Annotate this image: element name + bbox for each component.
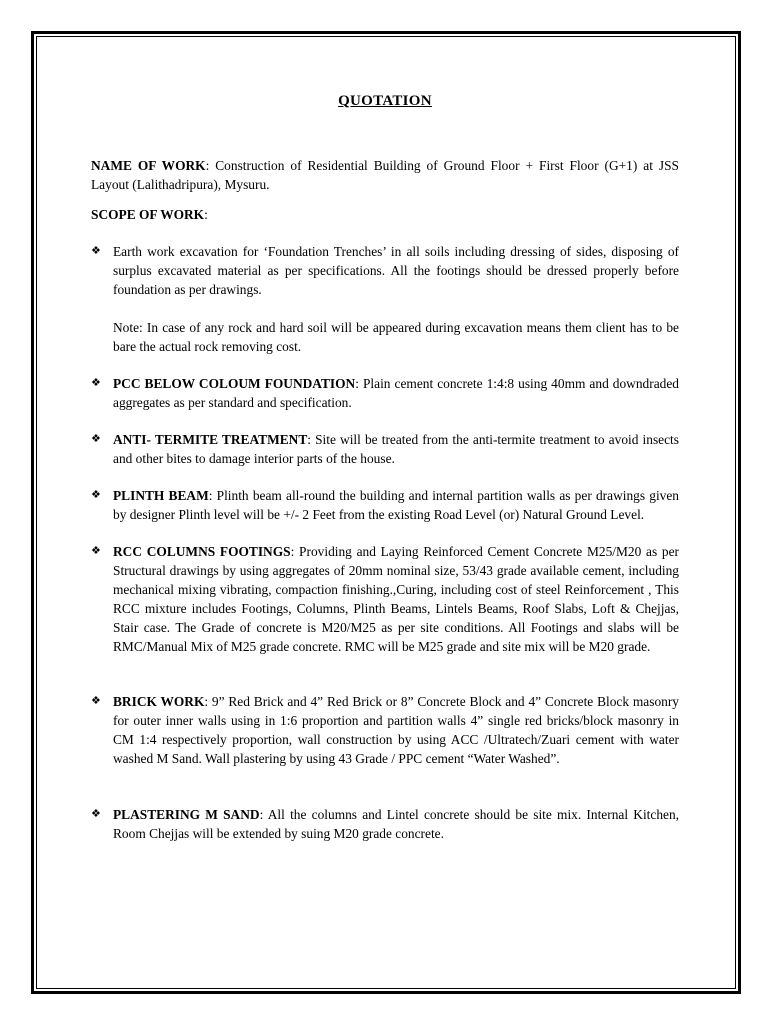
scope-item-text: : Plinth beam all-round the building and internal partition walls as per drawings given by designer Plinth level will be +/- 2 Feet from the existing Road Level (or) Natural Ground Level. <box>113 488 680 522</box>
diamond-bullet-icon: ❖ <box>91 808 101 820</box>
scope-item-text: : Plain cement concrete 1:4:8 using 40mm and downdraded aggregates as per standard and specification. <box>113 376 679 410</box>
scope-of-work-suffix: : <box>204 207 208 222</box>
scope-item-label: BRICK WORK <box>113 694 205 709</box>
scope-item-rcc <box>91 542 679 656</box>
scope-item-pcc <box>91 374 679 412</box>
name-of-work-paragraph <box>91 156 679 194</box>
document-body <box>91 92 679 843</box>
diamond-bullet-icon: ❖ <box>91 489 101 501</box>
scope-item-earth-work <box>91 242 679 299</box>
scope-item-text: : 9” Red Brick and 4” Red Brick or 8” Concrete Block and 4” Concrete Block masonry for outer inner walls using in 1:6 proportion and partition walls 4” single red bricks/block masonry in CM 1:4 respectively proportion, wall construction by using ACC /Ultratech/Zuari cement with water washed M Sand. Wall plastering by using 43 Grade / PPC cement “Water Washed”. <box>113 694 679 766</box>
scope-item-plastering <box>91 805 679 843</box>
scope-item-text: : Providing and Laying Reinforced Cement Concrete M25/M20 as per Structural drawings by using aggregates of 20mm nominal size, 53/43 grade available cement, including mechanical mixing vibrating, compaction finishing.,Curing, including cost of steel Reinforcement , This RCC mixture includes Footings, Columns, Plinth Beams, Lintels Beams, Roof Slabs, Loft & Chejjas, Stair case. The Grade of concrete is M20/M25 as per site conditions. All Footings and slabs will be RMC/Manual Mix of M25 grade concrete. RMC will be M25 grade and site mix will be M20 grade. <box>113 544 679 654</box>
name-of-work-label: NAME OF WORK <box>91 158 206 173</box>
scope-item-label: PLASTERING M SAND <box>113 807 260 822</box>
document-title: QUOTATION <box>338 93 432 109</box>
scope-item-label: PLINTH BEAM <box>113 488 209 503</box>
diamond-bullet-icon: ❖ <box>91 245 101 257</box>
scope-item-text: Earth work excavation for ‘Foundation Trenches’ in all soils including dressing of sides, disposing of surplus excavated material as per specifications. All the footings should be dressed properly before foundation as per drawings. <box>113 244 679 297</box>
scope-item-anti-termite <box>91 430 679 468</box>
scope-item-plinth-beam <box>91 486 679 524</box>
diamond-bullet-icon: ❖ <box>91 377 101 389</box>
scope-of-work-heading <box>91 205 679 224</box>
scope-of-work-label: SCOPE OF WORK <box>91 207 205 222</box>
scope-item-label: ANTI- TERMITE TREATMENT <box>113 432 308 447</box>
scope-item-label: RCC COLUMNS FOOTINGS <box>113 544 291 559</box>
excavation-note: Note: In case of any rock and hard soil will be appeared during excavation means them client has to be bare the actual rock removing cost. <box>113 320 679 354</box>
scope-item-text: : Site will be treated from the anti-termite treatment to avoid insects and other bites to damage interior parts of the house. <box>113 432 679 466</box>
scope-item-label: PCC BELOW COLOUM FOUNDATION <box>113 376 356 391</box>
scope-item-brick-work <box>91 692 679 768</box>
diamond-bullet-icon: ❖ <box>91 695 101 707</box>
diamond-bullet-icon: ❖ <box>91 433 101 445</box>
name-of-work-text: : Construction of Residential Building of Ground Floor + First Floor (G+1) at JSS Layout (Lalithadripura), Mysuru. <box>91 158 679 192</box>
diamond-bullet-icon: ❖ <box>91 545 101 557</box>
scope-item-text: : All the columns and Lintel concrete should be site mix. Internal Kitchen, Room Chejjas will be extended by suing M20 grade concrete. <box>113 807 680 841</box>
